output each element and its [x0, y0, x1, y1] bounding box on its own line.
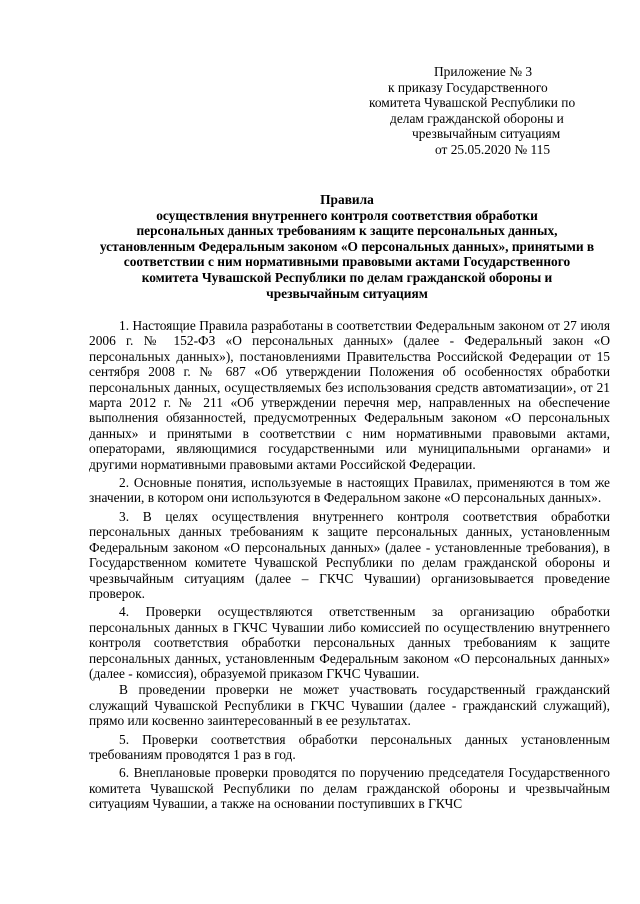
document-title — [84, 192, 610, 301]
title-line: Правила — [320, 192, 374, 207]
appendix-line: делам гражданской обороны и — [390, 110, 564, 126]
paragraph-3: 3. В целях осуществления внутреннего контроля соответствия обработки персональных данных требованиям к защите персональных данных, установленным Федеральным законом «О персональных данных» (далее - установленные требования), в Государственном комитете Чувашской Республики по делам гражданской обороны и чрезвычайным ситуациям (далее – ГКЧС Чувашии) организовывается проведение проверок. — [89, 508, 610, 601]
appendix-line: к приказу Государственного — [388, 79, 548, 95]
title-line: установленным Федеральным законом «О персональных данных», принятыми в — [99, 238, 595, 254]
title-line: комитета Чувашской Республики по делам гражданской обороны и — [141, 269, 553, 285]
appendix-line: комитета Чувашской Республики по — [369, 95, 576, 111]
title-line: персональных данных требованиям к защите персональных данных, — [136, 223, 558, 239]
paragraph-2: 2. Основные понятия, используемые в настоящих Правилах, применяются в том же значении, в котором они используются в Федеральном законе «О персональных данных». — [89, 475, 610, 506]
title-line: соответствии с ним нормативными правовыми актами Государственного — [123, 254, 571, 270]
paragraph-4: 4. Проверки осуществляются ответственным за организацию обработки персональных данных в ГКЧС Чувашии либо комиссией по осуществлению внутреннего контроля соответствия обработки персональных данных требованиям к защите персональных данных, установленным Федеральным законом «О персональных данных» (далее - комиссия), образуемой приказом ГКЧС Чувашии. — [89, 604, 610, 681]
paragraph-1: 1. Настоящие Правила разработаны в соответствии Федеральным законом от 27 июля 2006 г. № 152-ФЗ «О персональных данных» (далее - Федеральный закон «О персональных данных»), постановлениями Правительства Российской Федерации от 15 сентября 2008 г. № 687 «Об утверждении Положения об особенностях обработки персональных данных, осуществляемых без использования средств автоматизации», от 21 марта 2012 г. № 211 «Об утверждении перечня мер, направленных на обеспечение выполнения обязанностей, предусмотренных Федеральным законом «О персональных данных» и принятыми в соответствии с ним нормативными правовыми актами, операторами, являющимися государственными или муниципальными органами» и другими нормативными правовыми актами Российской Федерации. — [89, 318, 610, 472]
appendix-header — [360, 64, 630, 158]
appendix-date: от 25.05.2020 № 115 — [435, 141, 551, 157]
paragraph-5: 5. Проверки соответствия обработки персональных данных установленным требованиям проводятся 1 раз в год. — [89, 731, 610, 762]
paragraph-4-cont: В проведении проверки не может участвовать государственный гражданский служащий Чувашской Республики в ГКЧС Чувашии (далее - гражданский служащий), прямо или косвенно заинтересованный в ее результатах. — [89, 682, 610, 729]
appendix-line: чрезвычайным ситуациям — [412, 126, 561, 142]
paragraph-6: 6. Внеплановые проверки проводятся по поручению председателя Государственного комитета Чувашской Республики по делам гражданской обороны и чрезвычайным ситуациям Чувашии, а также на основании поступивших в ГКЧС — [89, 765, 610, 812]
appendix-number: Приложение № 3 — [434, 64, 533, 79]
title-line: чрезвычайным ситуациям — [266, 285, 428, 301]
document-body — [89, 318, 610, 815]
title-line: осуществления внутреннего контроля соответствия обработки — [156, 207, 538, 223]
